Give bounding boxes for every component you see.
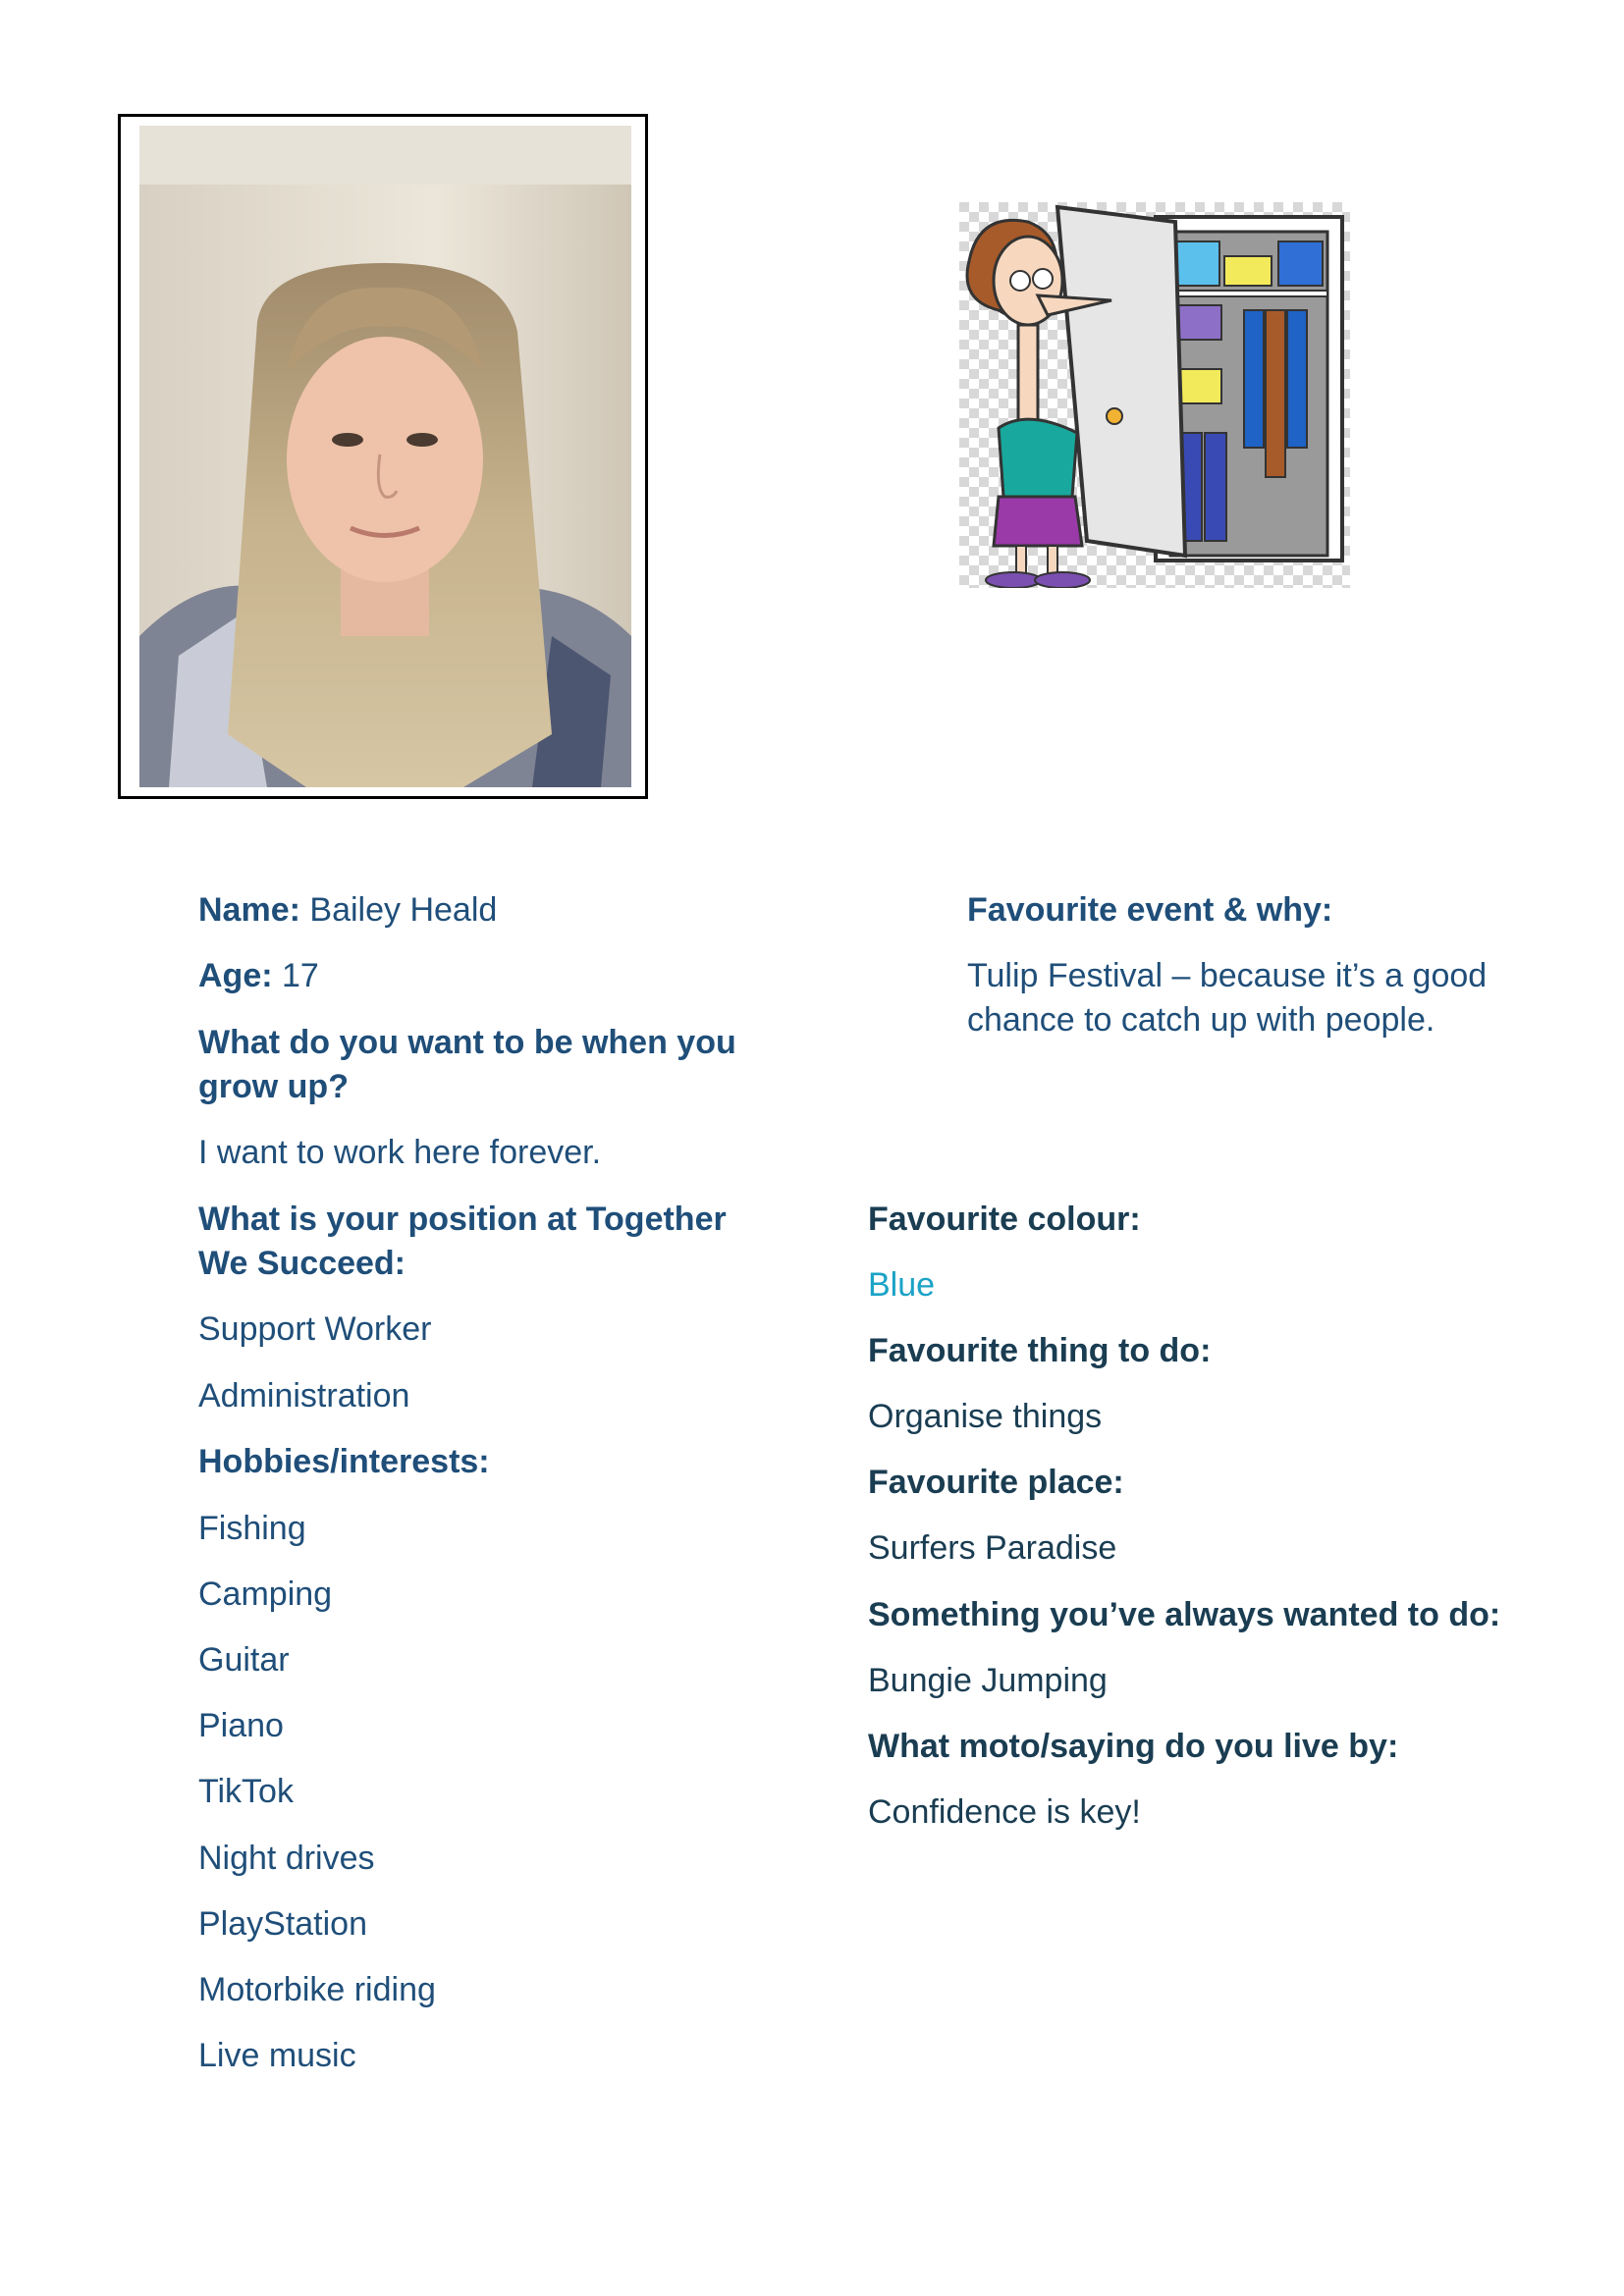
hobby-item: Motorbike riding <box>198 1971 436 2008</box>
event-label: Favourite event & why: <box>967 891 1333 929</box>
event-text: Tulip Festival – because it’s a good chance to catch up with people. <box>967 957 1488 1039</box>
position-question: What is your position at Together We Succeed: <box>198 1201 727 1282</box>
name-label: Name: <box>198 891 300 929</box>
age-line <box>198 954 319 998</box>
motto-value: Confidence is key! <box>868 1793 1141 1831</box>
age-label: Age: <box>198 957 273 994</box>
hobby-item: Camping <box>198 1575 333 1613</box>
place-label: Favourite place: <box>868 1464 1124 1501</box>
hobby-item: Live music <box>198 2037 356 2074</box>
position-item: Support Worker <box>198 1310 432 1348</box>
cartoon-wardrobe-illustration <box>959 202 1350 588</box>
hobby-item: TikTok <box>198 1773 294 1810</box>
always-value: Bungie Jumping <box>868 1662 1108 1699</box>
thing-value: Organise things <box>868 1398 1103 1435</box>
future-question: What do you want to be when you grow up? <box>198 1024 736 1105</box>
name-value: Bailey Heald <box>309 891 498 929</box>
future-answer: I want to work here forever. <box>198 1134 602 1171</box>
name-line <box>198 888 497 933</box>
hobbies-label: Hobbies/interests: <box>198 1443 490 1480</box>
hobby-item: Piano <box>198 1707 284 1744</box>
motto-label: What moto/saying do you live by: <box>868 1728 1399 1765</box>
hobby-item: Guitar <box>198 1641 290 1679</box>
age-value: 17 <box>282 957 319 994</box>
thing-label: Favourite thing to do: <box>868 1332 1212 1369</box>
hobby-item: Night drives <box>198 1840 375 1877</box>
colour-label: Favourite colour: <box>868 1201 1141 1238</box>
profile-photo <box>139 126 631 787</box>
position-item: Administration <box>198 1377 410 1415</box>
colour-value: Blue <box>868 1266 936 1304</box>
hobby-item: Fishing <box>198 1510 306 1547</box>
place-value: Surfers Paradise <box>868 1529 1117 1567</box>
hobby-item: PlayStation <box>198 1905 367 1943</box>
always-label: Something you’ve always wanted to do: <box>868 1596 1501 1633</box>
